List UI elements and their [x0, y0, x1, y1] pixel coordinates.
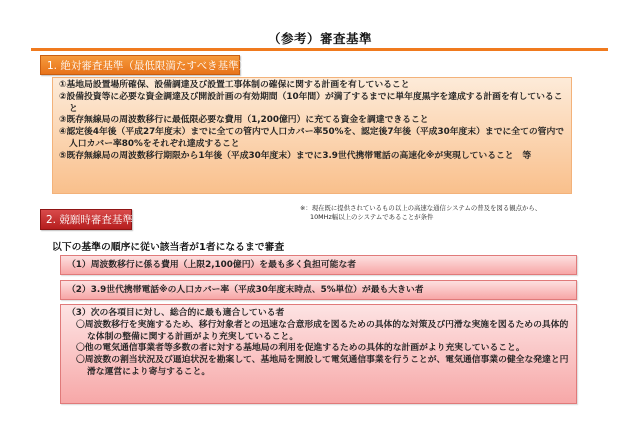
criteria-item: ⑤既存無線局の周波数移行期限から1年後（平成30年度末）までに3.9世代携帯電話の高速化※が実現していること 等	[59, 150, 532, 161]
section2-lead-text: 以下の基準の順序に従い該当者が1者になるまで審査	[52, 242, 285, 253]
criterion3-subitem: 〇他の電気通信事業者等多数の者に対する基地局の利用を促進するための具体的な計画がより充実していること。	[76, 343, 525, 354]
page-title: （参考）審査基準	[267, 31, 372, 46]
competitive-criterion-3	[60, 304, 577, 404]
competitive-criterion-2: （2）3.9世代携帯電話※の人口カバー率（平成30年度末時点、5%単位）が最も大きい者	[60, 280, 577, 300]
absolute-criteria-box	[52, 77, 572, 194]
footnote-line: ※：現在既に提供されているもの以上の高速な通信システムの普及を図る観点から、	[300, 204, 542, 212]
section2-heading: 2. 競願時審査基準	[40, 209, 132, 230]
footnote	[300, 204, 541, 222]
section1-heading: 1. 絶対審査基準（最低限満たすべき基準）	[40, 55, 240, 75]
criterion3-heading: （3）次の各項目に対し、総合的に最も適合している者	[67, 308, 285, 318]
criteria-item: ②設備投資等に必要な資金調達及び開設計画の有効期間（10年間）が満了するまでに単年度黒字を達成する計画を有していること	[59, 91, 563, 114]
footnote-line: 10MHz幅以上のシステムであることが条件	[310, 213, 434, 221]
competitive-criterion-1: （1）周波数移行に係る費用（上限2,100億円）を最も多く負担可能な者	[60, 255, 577, 275]
title-divider	[31, 48, 608, 51]
criterion3-subitem: 〇周波数の割当状況及び逼迫状況を勘案して、基地局を開設して電気通信事業を行うことが、電気通信事業の健全な発達と円滑な運営により寄与すること。	[76, 355, 569, 377]
criteria-item: ④認定後4年後（平成27年度末）までに全ての管内で人口カバー率50%を、認定後7年後（平成30年度末）までに全ての管内で人口カバー率80%をそれぞれ達成すること	[59, 127, 565, 149]
criterion3-subitem: 〇周波数移行を実施するため、移行対象者との迅速な合意形成を図るための具体的な対策及び円滑な実施を図るための具体的な体制の整備に関する計画がより充実していること。	[76, 319, 569, 342]
criteria-item: ③既存無線局の周波数移行に最低限必要な費用（1,200億円）に充てる資金を調達できること	[59, 115, 429, 126]
criteria-item: ①基地局設置場所確保、設備調達及び設置工事体制の確保に関する計画を有していること	[59, 80, 410, 90]
